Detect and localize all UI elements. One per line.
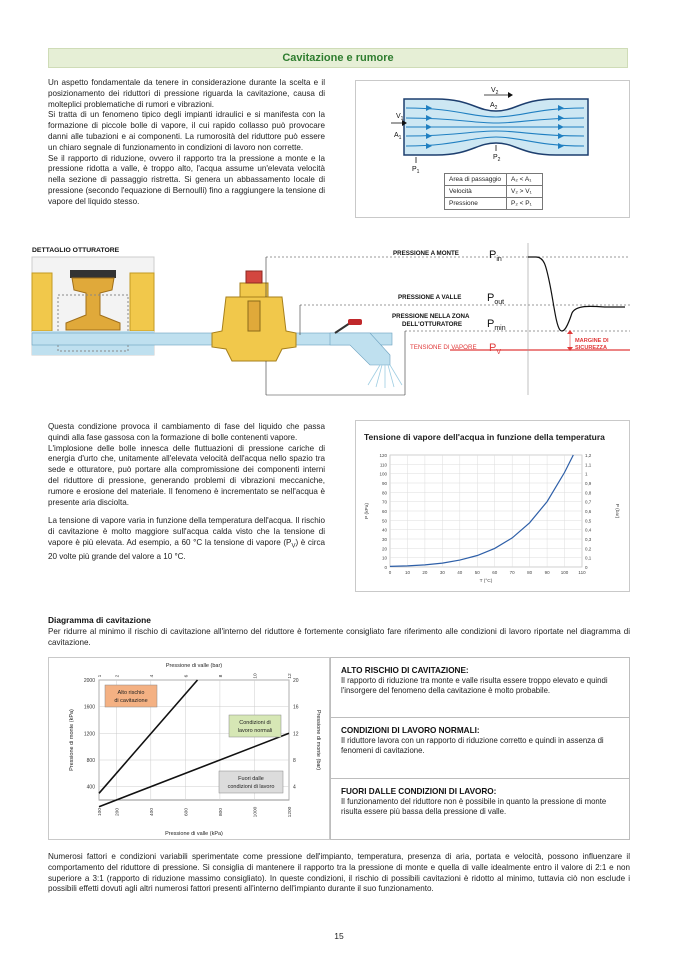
x-tick-label: 1200: [288, 806, 293, 818]
y-tick-label-right: 0,4: [585, 527, 592, 533]
venturi-table: [444, 173, 543, 210]
middle-paragraph-3: La tensione di vapore varia in funzione della temperatura dell'acqua. Il rischio di cavitazione è molto maggiore sull'acqua calda visto che la tensione di vapore è più elevata. Ad esempio, a 60 °C la tensione di vapore $(P_V)$ è circa 20 volte più grande del valore a 10 °C.: [48, 516, 325, 562]
y-tick-label-right: 1,2: [585, 453, 592, 458]
risk-outside-text: Il funzionamento del riduttore non è possibile in quanto la pressione di monte risulta essere più bassa della pressione di valle.: [341, 797, 607, 816]
region-label-line-1: Fuori dalle: [238, 776, 264, 782]
label-margin-1: MARGINE DI: [575, 338, 609, 344]
region-label-line-2: condizioni di lavoro: [227, 784, 275, 790]
label-v1: $V_1$: [396, 113, 404, 122]
intro-text: [48, 78, 325, 208]
symbol-p-min: $P_{min}$: [487, 318, 506, 332]
y-tick-label: 400: [86, 784, 95, 791]
label-vapour: TENSIONE DI VAPORE: [410, 344, 477, 351]
risk-high: [331, 658, 629, 704]
region-label-line-1: Alto rischio: [117, 690, 145, 696]
y-tick-label-right: 0: [585, 565, 588, 570]
x-tick-label: 50: [474, 570, 480, 575]
x-tick-label: 200: [115, 807, 121, 817]
x-tick-label: 800: [218, 807, 224, 817]
x-tick-label-top: 12: [288, 673, 293, 679]
y-tick-label-right: 16: [293, 704, 299, 711]
y-tick-label: 20: [381, 546, 387, 552]
y-tick-label: 1200: [83, 731, 95, 738]
risk-outside-title: FUORI DALLE CONDIZIONI DI LAVORO:: [341, 787, 497, 796]
y-tick-label: 70: [381, 499, 387, 505]
y-tick-label: 110: [379, 462, 387, 468]
risk-normal: [331, 717, 629, 764]
x-tick-label: 70: [509, 570, 515, 575]
y-tick-label: 120: [379, 453, 387, 458]
y-tick-label-right: 1,1: [585, 462, 592, 468]
y-tick-label: 1600: [83, 704, 95, 711]
risk-legend: [330, 657, 630, 840]
region-label-line-1: Condizioni di: [239, 720, 271, 726]
y-axis-label-right: P (bar): [614, 503, 619, 519]
y-tick-label: 10: [381, 555, 387, 561]
x-tick-label-top: 1: [98, 674, 103, 678]
symbol-p-v: $P_V$: [489, 342, 502, 356]
risk-outside: [331, 778, 629, 825]
intro-paragraph-1: Un aspetto fondamentale da tenere in considerazione durante la scelta e il posizionamento dei riduttori di pressione riguarda la cavitazione, causa di molteplici problematiche di rumori e vibrazioni.: [48, 78, 325, 109]
y-tick-label-right: 20: [293, 678, 299, 684]
x-axis-label: T (°C): [479, 579, 493, 584]
x-tick-label: 60: [492, 570, 498, 575]
cavitation-heading: Diagramma di cavitazione: [48, 615, 151, 625]
label-a2: $A_2$: [490, 102, 498, 111]
y-tick-label-right: 0,7: [585, 499, 592, 505]
x-tick-label: 1000: [253, 806, 259, 818]
x-tick-label-top: 10: [253, 673, 259, 679]
label-seat-zone-2: DELL'OTTURATORE: [402, 321, 463, 328]
y-tick-label-right: 8: [293, 758, 296, 764]
label-p2: $P_2$: [493, 154, 501, 163]
x-tick-label: 600: [184, 807, 190, 817]
x-tick-label: 400: [149, 807, 155, 817]
y-tick-label: 100: [379, 471, 387, 477]
label-p1: $P_1$: [412, 166, 420, 175]
risk-normal-text: Il riduttore lavora con un rapporto di riduzione corretto e quindi in assenza di fenomeni di cavitazione.: [341, 736, 604, 755]
page-number: 15: [334, 931, 344, 941]
x-tick-label-top: 8: [218, 674, 224, 678]
x-tick-label: 0: [388, 570, 392, 575]
y-tick-label: 80: [381, 490, 387, 496]
x-axis-label-top: Pressione di valle (bar): [165, 663, 223, 669]
x-tick-label-top: 6: [184, 674, 190, 678]
page-title: Cavitazione e rumore: [48, 48, 628, 68]
middle-paragraph-2: L'implosione delle bolle innesca delle fluttuazioni di pressione cariche di energia d'urto che, unitamente all'elevata velocità dell'acqua nello spazio tra sede e otturatore, può portare alla compromissione dei componenti interni del riduttore di pressione, generando problemi di vibrazioni meccaniche, rumore e erosione del materiale. Il fenomeno è incrementato se nell'acqua è presente aria disciolta.: [48, 443, 325, 507]
valve-figure: [30, 235, 640, 410]
cavitation-section: [48, 615, 630, 649]
label-downstream: PRESSIONE A VALLE: [398, 294, 462, 301]
y-tick-label: 60: [381, 509, 387, 514]
region-label-line-2: lavoro normali: [237, 728, 273, 734]
table-row: Pressione P₂ < P₁: [445, 198, 543, 210]
x-tick-label-top: 4: [149, 674, 155, 678]
footer-text: Numerosi fattori e condizioni variabili sperimentate come pressione dell'impianto, temperatura, presenza di aria, portata e velocità, possono influenzare il comportamento del riduttore di pressione. Si consiglia di mantenere il rapporto tra la pressione di monte e quella di valle idealmente entro il valore di 2:1 e non superiore a 3:1 (rapporto di riduzione massimo consigliato). In queste condizioni, il rischio di possibili cavitazioni è ridotto al minimo, tuttavia ciò non esclude i possibili effetti dovuti agli altri numerosi fattori presenti all'interno dell'impianto durante il suo funzionamento.: [48, 852, 630, 894]
x-tick-label: 40: [457, 570, 463, 575]
y-tick-label-right: 1: [585, 471, 588, 477]
y-tick-label: 2000: [83, 678, 95, 684]
cavitation-chart-box: [48, 657, 330, 840]
x-tick-label: 20: [422, 570, 428, 575]
region-label-line-2: di cavitazione: [114, 698, 148, 704]
y-tick-label-right: 0,3: [585, 537, 592, 542]
intro-paragraph-3: Se il rapporto di riduzione, ovvero il rapporto tra la pressione a monte e la pressione ridotta a valle, è troppo alto, l'acqua assume un'elevata velocità nella sezione di passaggio ristretta. Si genera un abbassamento locale di pressione (secondo l'equazione di Bernoulli) fino a raggiungere la tensione di vapore del liquido stesso.: [48, 153, 325, 206]
middle-paragraph-1: Questa condizione provoca il cambiamento di fase del liquido che passa quindi alla fase gassosa con la formazione di bolle contenenti vapore.: [48, 422, 325, 442]
label-seat-zone-1: PRESSIONE NELLA ZONA: [392, 313, 470, 320]
y-axis-label: P (kPa): [365, 503, 370, 519]
vapour-chart-title: Tensione di vapore dell'acqua in funzione della temperatura: [364, 432, 605, 442]
middle-text: [48, 422, 325, 563]
risk-high-title: ALTO RISCHIO DI CAVITAZIONE:: [341, 666, 469, 675]
cavitation-chart: [49, 658, 329, 839]
symbol-p-in: $P_{in}$: [489, 249, 502, 263]
label-a1: $A_1$: [394, 132, 402, 141]
y-axis-label-right: Pressione di monte (bar): [315, 709, 321, 771]
y-tick-label-right: 0,9: [585, 481, 592, 486]
y-tick-label-right: 0,5: [585, 518, 592, 524]
x-tick-label: 10: [404, 570, 410, 575]
y-axis-label: Pressione di monte (kPa): [69, 709, 75, 771]
x-axis-label: Pressione di valle (kPa): [165, 831, 223, 837]
y-tick-label: 40: [381, 527, 387, 533]
table-row: Area di passaggio A₂ < A₁: [445, 174, 543, 186]
y-tick-label-right: 0,8: [585, 490, 592, 496]
y-tick-label: 90: [381, 481, 387, 486]
label-margin-2: SICUREZZA: [575, 345, 608, 351]
x-tick-label: 90: [544, 570, 550, 575]
risk-normal-title: CONDIZIONI DI LAVORO NORMALI:: [341, 726, 480, 735]
venturi-diagram: [355, 80, 630, 218]
x-tick-label: 100: [98, 807, 103, 817]
x-tick-label-top: 2: [115, 674, 121, 678]
y-tick-label-right: 0,2: [585, 546, 592, 552]
y-tick-label-right: 0,6: [585, 509, 592, 514]
vapour-chart-box: [355, 420, 630, 592]
cavitation-intro: Per ridurre al minimo il rischio di cavitazione all'interno del riduttore è fortemente consigliato fare riferimento alle condizioni di lavoro riportate nel diagramma di cavitazione.: [48, 627, 630, 647]
y-tick-label-right: 12: [293, 731, 299, 738]
y-tick-label: 30: [381, 537, 387, 542]
vapour-series-line: [390, 455, 573, 566]
x-tick-label: 100: [560, 570, 569, 575]
x-tick-label: 110: [578, 570, 586, 575]
y-tick-label: 50: [381, 518, 387, 524]
x-tick-label: 30: [439, 570, 445, 575]
y-tick-label: 0: [384, 565, 387, 570]
valve-diagram: [30, 235, 640, 410]
x-tick-label: 80: [527, 570, 533, 575]
vapour-chart: [356, 447, 629, 589]
symbol-p-out: $P_{out}$: [487, 292, 505, 306]
risk-high-text: Il rapporto di riduzione tra monte e valle risulta essere troppo elevato e quindi l'insorgere del fenomeno della cavitazione è molto probabile.: [341, 676, 608, 695]
y-tick-label-right: 4: [293, 784, 296, 791]
label-v2: $V_2$: [491, 87, 499, 96]
table-row: Velocità V₂ > V₁: [445, 186, 543, 198]
y-tick-label-right: 0,1: [585, 555, 592, 561]
detail-label: DETTAGLIO OTTURATORE: [32, 247, 120, 254]
label-upstream: PRESSIONE A MONTE: [393, 250, 459, 257]
y-tick-label: 800: [86, 758, 95, 764]
intro-paragraph-2: Si tratta di un fenomeno tipico degli impianti idraulici e si manifesta con la formazione di piccole bolle di vapore, il cui rapido collasso può provocare danni alle tubazioni e ai componenti. La rumorosità del riduttore può essere un chiaro segnale di funzionamento in condizioni di lavoro non corrette.: [48, 110, 325, 152]
